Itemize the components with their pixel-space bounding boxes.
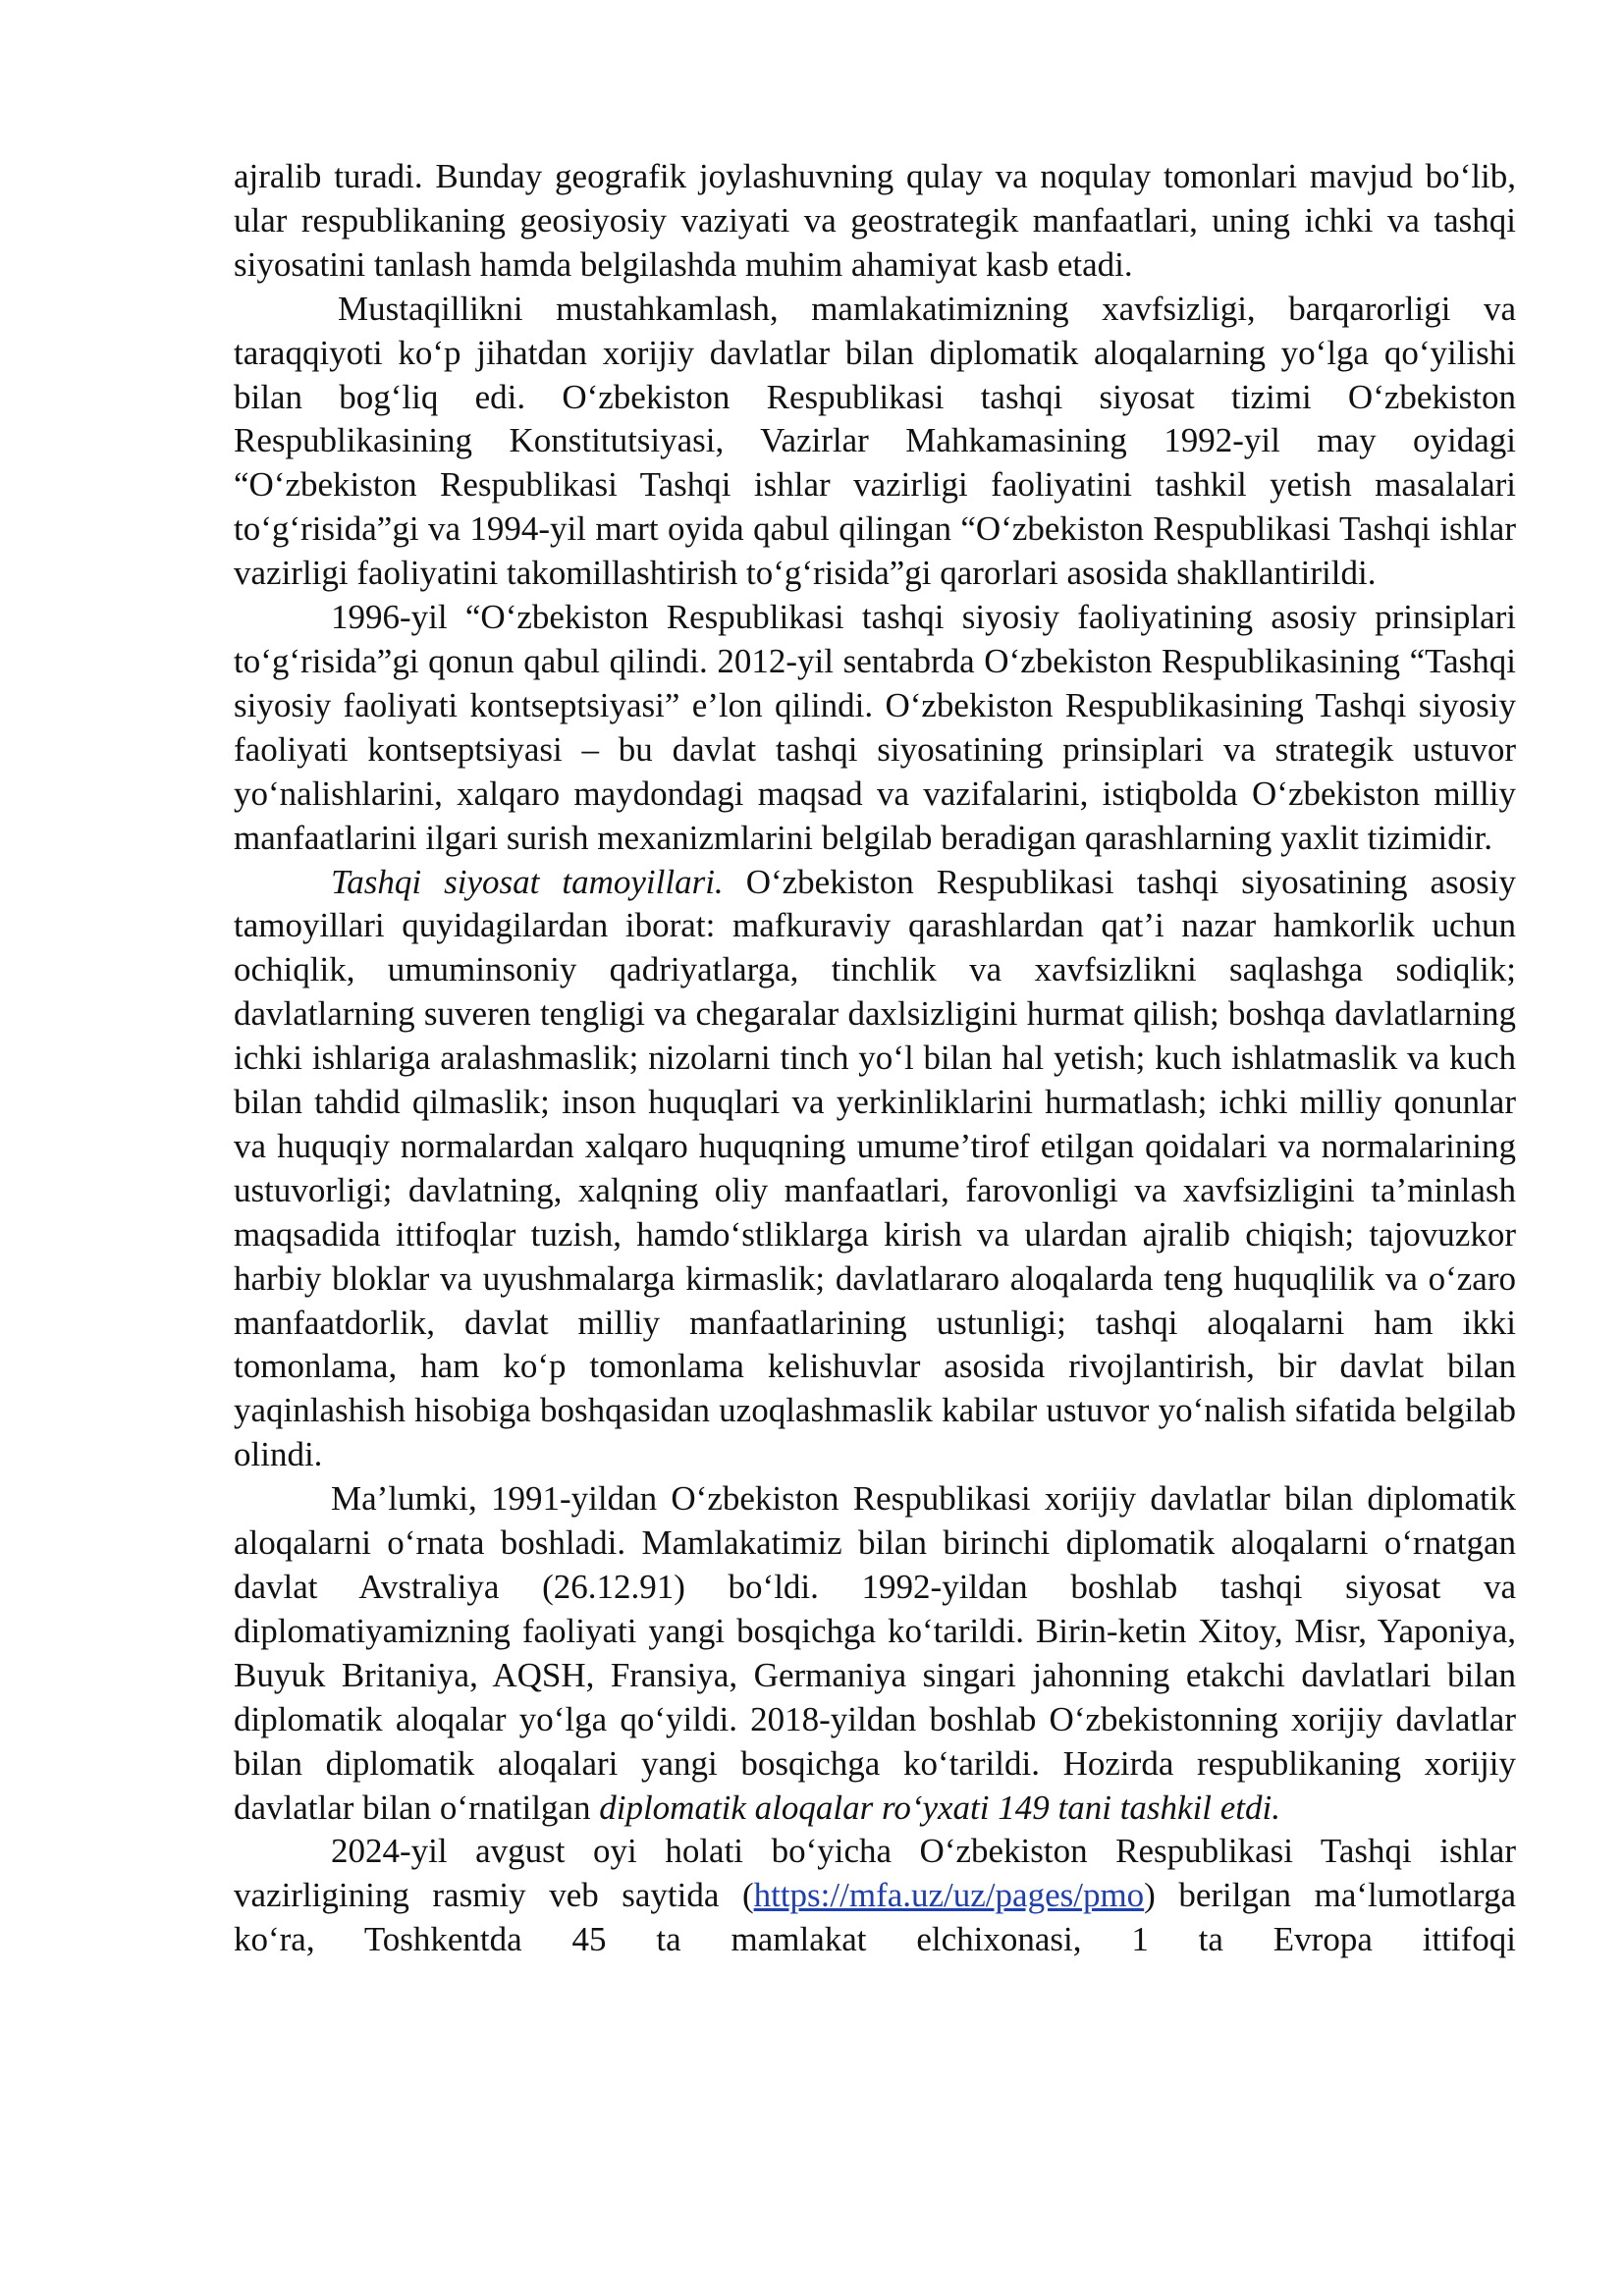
paragraph-principles: [234, 861, 1516, 1478]
paragraph-embassies: [234, 1830, 1516, 1962]
paragraph-independence: Mustaqillikni mustahkamlash, mamlakatimizning xavfsizligi, barqarorligi va taraqqiyoti ko‘p jihatdan xorijiy davlatlar bilan diplomatik aloqalarning yo‘lga qo‘yilishi bilan bog‘liq edi. O‘zbekiston Respublikasi tashqi siyosat tizimi O‘zbekiston Respublikasining Konstitutsiyasi, Vazirlar Mahkamasining 1992-yil may oyidagi “O‘zbekiston Respublikasi Tashqi ishlar vazirligi faoliyatini tashkil yetish masalalari to‘g‘risida”gi va 1994-yil mart oyida qabul qilingan “O‘zbekiston Respublikasi Tashqi ishlar vazirligi faoliyatini takomillashtirish to‘g‘risida”gi qarorlari asosida shakllantirildi.: [234, 289, 1516, 593]
principles-body: O‘zbekiston Respublikasi tashqi siyosatining asosiy tamoyillari quyidagilardan iborat: mafkuraviy qarashlardan qat’i nazar hamkorlik uchun ochiqlik, umuminsoniy qadriyatlarga, tinchlik va xavfsizlikni saqlashga sodiqlik; davlatlarning suveren tengligi va chegaralar daxlsizligini hurmat qilish; boshqa davlatlarning ichki ishlariga aralashmaslik; nizolarni tinch yo‘l bilan hal yetish; kuch ishlatmaslik va kuch bilan tahdid qilmaslik; inson huquqlari va yerkinliklarini hurmatlash; ichki milliy qonunlar va huquqiy normalardan xalqaro huquqning umume’tirof etilgan qoidalari va normalarining ustuvorligi; davlatning, xalqning oliy manfaatlari, farovonligi va xavfsizligini ta’minlash maqsadida ittifoqlar tuzish, hamdo‘stliklarga kirish va ulardan ajralib chiqish; tajovuzkor harbiy bloklar va uyushmalarga kirmaslik; davlatlararo aloqalarda teng huquqlilik va o‘zaro manfaatdorlik, davlat milliy manfaatlarining ustunligi; tashqi aloqalarni ham ikki tomonlama, ham ko‘p tomonlama kelishuvlar asosida rivojlantirish, bir davlat bilan yaqinlashish hisobiga boshqasidan uzoqlashmaslik kabilar ustuvor yo‘nalish sifatida belgilab olindi.: [234, 862, 1516, 1474]
document-page: [234, 155, 1516, 1962]
paragraph-geography: ajralib turadi. Bunday geografik joylashuvning qulay va noqulay tomonlari mavjud bo‘lib, ular respublikaning geosiyosiy vaziyati va geostrategik manfaatlari, uning ichki va tashqi siyosatini tanlash hamda belgilashda muhim ahamiyat kasb etadi.: [234, 157, 1516, 284]
paragraph-foreign-policy-law: 1996-yil “O‘zbekiston Respublikasi tashqi siyosiy faoliyatining asosiy prinsiplari to‘g‘risida”gi qonun qabul qilindi. 2012-yil sentabrda O‘zbekiston Respublikasining “Tashqi siyosiy faoliyati kontseptsiyasi” e’lon qilindi. O‘zbekiston Respublikasining Tashqi siyosiy faoliyati kontseptsiyasi – bu davlat tashqi siyosatining prinsiplari va strategik ustuvor yo‘nalishlarini, xalqaro maydondagi maqsad va vazifalarini, istiqbolda O‘zbekiston milliy manfaatlarini ilgari surish mexanizmlarini belgilab beradigan qarashlarning yaxlit tizimidir.: [234, 598, 1516, 857]
paragraph-diplomatic-relations: [234, 1477, 1516, 1830]
embassies-text-before: 2024-yil avgust oyi holati bo‘yicha O‘zbekiston Respublikasi Tashqi ishlar vazirligining rasmiy veb saytida (: [234, 1832, 1516, 1915]
embassies-text-after: ) berilgan ma‘lumotlarga ko‘ra, Toshkentda 45 ta mamlakat elchixonasi, 1 ta Evropa ittifoqi: [234, 1876, 1516, 1959]
mfa-website-link[interactable]: https://mfa.uz/uz/pages/pmo: [753, 1876, 1145, 1915]
diplomatic-relations-body: Ma’lumki, 1991-yildan O‘zbekiston Respublikasi xorijiy davlatlar bilan diplomatik aloqalarni o‘rnata boshladi. Mamlakatimiz bilan birinchi diplomatik aloqalarni o‘rnatgan davlat Avstraliya (26.12.91) bo‘ldi. 1992-yildan boshlab tashqi siyosat va diplomatiyamizning faoliyati yangi bosqichga ko‘tarildi. Birin-ketin Xitoy, Misr, Yaponiya, Buyuk Britaniya, AQSH, Fransiya, Germaniya singari jahonning etakchi davlatlari bilan diplomatik aloqalar yo‘lga qo‘yildi. 2018-yildan boshlab O‘zbekistonning xorijiy davlatlar bilan diplomatik aloqalari yangi bosqichga ko‘tarildi. Hozirda respublikaning xorijiy davlatlar bilan o‘rnatilgan: [234, 1479, 1516, 1827]
principles-heading: Tashqi siyosat tamoyillari.: [331, 862, 724, 901]
diplomatic-relations-emphasis: diplomatik aloqalar ro‘yxati 149 tani tashkil etdi.: [599, 1788, 1280, 1827]
